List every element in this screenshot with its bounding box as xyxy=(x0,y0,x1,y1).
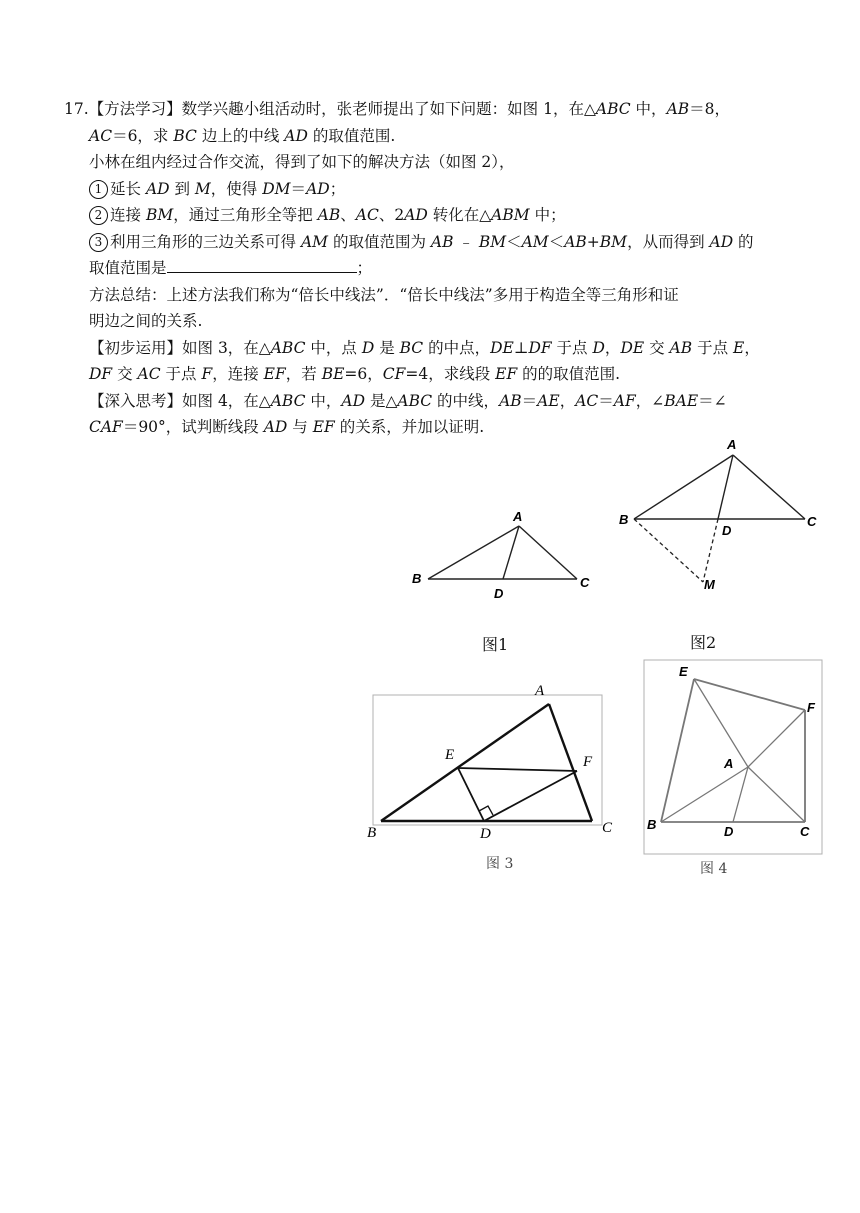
problem-number: 17. xyxy=(64,100,89,118)
math: AC xyxy=(355,206,379,224)
text: 利用三角形的三边关系可得 xyxy=(110,232,301,251)
math: AD xyxy=(404,206,428,224)
text: ＜ xyxy=(548,232,565,251)
text: ，若 xyxy=(285,365,322,383)
math: EF xyxy=(312,418,335,436)
preliminary-application xyxy=(64,335,804,362)
figure-2-caption: 图2 xyxy=(690,633,717,652)
problem-line xyxy=(64,123,804,150)
preliminary-application xyxy=(64,361,804,388)
point-label-m: M xyxy=(704,577,715,592)
text: 连接 xyxy=(110,206,146,224)
point-label-c: C xyxy=(807,514,817,529)
text: ＝6，求 xyxy=(112,126,174,145)
figure-3-frame xyxy=(373,695,602,825)
math: ABC xyxy=(270,391,306,410)
text: 的取值范围为 xyxy=(328,232,431,251)
math: M xyxy=(194,179,211,198)
math: AD xyxy=(145,179,170,198)
math: BM xyxy=(145,206,174,224)
segment-af xyxy=(748,710,805,767)
text: ， xyxy=(744,338,760,357)
text: 如图 4，在△ xyxy=(182,391,271,410)
point-label-f: F xyxy=(807,700,815,715)
point-label-a: A xyxy=(727,437,737,452)
text: 的关系，并加以证明. xyxy=(334,418,485,436)
text: 与 xyxy=(287,418,313,436)
text: 是△ xyxy=(365,391,398,410)
figure-3 xyxy=(362,678,624,848)
text: + xyxy=(586,232,600,251)
point-label-a: A xyxy=(513,509,523,524)
math: AD xyxy=(284,126,308,145)
text: ＝∠ xyxy=(698,391,727,410)
step-number-circle: 3 xyxy=(89,233,108,252)
text: ﹣ xyxy=(453,232,479,251)
segment-ef xyxy=(458,768,577,771)
step-1 xyxy=(64,176,804,203)
text: 交 xyxy=(644,338,670,357)
problem-17 xyxy=(64,96,804,441)
point-label-d: D xyxy=(480,826,491,842)
figure-1 xyxy=(405,500,605,610)
math: E xyxy=(733,338,745,357)
math: AB xyxy=(564,232,587,251)
text: ＝ xyxy=(290,179,307,198)
math: BM xyxy=(478,232,507,251)
math: AB xyxy=(666,100,690,118)
segment-ac xyxy=(748,767,805,822)
text: ＝90°，试判断线段 xyxy=(122,418,264,436)
text: 于点 xyxy=(160,365,202,383)
math: AB xyxy=(317,206,341,224)
text: 延长 xyxy=(110,179,146,198)
text: 如图 3，在△ xyxy=(182,338,271,357)
math: AB xyxy=(499,391,522,410)
point-label-d: D xyxy=(722,523,732,538)
text: =4，求线段 xyxy=(405,365,496,383)
text: 的取值范围. xyxy=(307,126,396,145)
math: D xyxy=(592,338,605,357)
math: AD xyxy=(306,179,330,198)
math: BM xyxy=(599,232,628,251)
point-label-b: B xyxy=(619,512,629,527)
text: ； xyxy=(356,259,373,277)
text: 中， xyxy=(305,391,342,410)
text: 交 xyxy=(112,365,138,383)
math: ABM xyxy=(491,206,530,224)
math: BE xyxy=(321,365,345,383)
point-label-d: D xyxy=(494,586,504,601)
point-label-c: C xyxy=(800,824,810,839)
problem-line xyxy=(64,149,804,176)
segment-be xyxy=(661,679,694,822)
text: ， xyxy=(604,338,621,357)
math: CF xyxy=(382,365,406,383)
text: ，连接 xyxy=(212,365,264,383)
math: EF xyxy=(263,365,286,383)
math: AE xyxy=(537,391,560,410)
segment-df xyxy=(484,771,577,821)
point-label-b: B xyxy=(412,571,422,586)
text: ＝ xyxy=(521,391,538,410)
point-label-a: A xyxy=(724,756,734,771)
answer-blank[interactable] xyxy=(167,256,357,273)
math: AC xyxy=(137,365,161,383)
math: AB xyxy=(669,338,693,357)
point-label-f: F xyxy=(583,754,593,770)
math: BAE xyxy=(664,391,699,410)
figure-4-caption: 图 4 xyxy=(700,861,728,877)
text: 边上的中线 xyxy=(196,126,285,145)
problem-line xyxy=(64,96,804,123)
math: ABC xyxy=(397,391,433,410)
math: AD xyxy=(341,391,366,410)
math: ABC xyxy=(270,338,306,357)
figure-4 xyxy=(638,655,828,860)
text: ，从而得到 xyxy=(627,232,710,251)
text: 明边之间的关系. xyxy=(89,312,203,330)
math: F xyxy=(201,365,213,383)
segment-ac xyxy=(733,455,805,519)
text: ，通过三角形全等把 xyxy=(173,206,318,224)
text: ， xyxy=(559,391,576,410)
math: BC xyxy=(173,126,197,145)
math: DF xyxy=(89,365,113,383)
text: ，使得 xyxy=(210,179,263,198)
step-3 xyxy=(64,229,804,256)
math: AB xyxy=(430,232,454,251)
text: 中； xyxy=(529,206,566,224)
math: AC xyxy=(89,126,113,145)
math: AF xyxy=(613,391,636,410)
segment-de xyxy=(458,768,484,821)
text: 、 xyxy=(340,206,356,224)
section-tag-preliminary: 【初步运用】 xyxy=(89,338,183,357)
method-summary xyxy=(64,282,804,309)
segment-ab xyxy=(381,704,549,821)
point-label-b: B xyxy=(367,825,377,841)
math: ABC xyxy=(595,100,631,118)
text: 小林在组内经过合作交流，得到了如下的解决方法（如图 2）， xyxy=(89,153,515,171)
figure-3-caption: 图 3 xyxy=(486,856,514,872)
segment-ad xyxy=(718,455,733,519)
math: AD xyxy=(263,418,288,436)
step-number-circle: 1 xyxy=(89,180,108,199)
deeper-thinking xyxy=(64,388,804,415)
text: 于点 xyxy=(692,338,733,357)
section-tag-deeper: 【深入思考】 xyxy=(89,391,183,410)
text: 取值范围是 xyxy=(89,259,167,277)
segment-ac xyxy=(519,526,577,579)
text: ⊥ xyxy=(513,338,529,357)
text: ＝8， xyxy=(689,100,731,118)
text: 到 xyxy=(169,179,195,198)
text: 中， xyxy=(630,100,667,118)
point-label-e: E xyxy=(445,747,455,763)
math: DE xyxy=(490,338,514,357)
text: 的中线， xyxy=(432,391,500,410)
text: 的中点， xyxy=(423,338,491,357)
text: 中，点 xyxy=(305,338,362,357)
text: ，∠ xyxy=(635,391,665,410)
math: D xyxy=(361,338,375,357)
figure-1-caption: 图1 xyxy=(482,635,509,654)
text: 数学兴趣小组活动时，张老师提出了如下问题：如图 1，在△ xyxy=(181,100,596,118)
text: 是 xyxy=(374,338,400,357)
math: DF xyxy=(528,338,552,357)
step-3-continued xyxy=(64,255,804,282)
segment-bm-dashed xyxy=(634,519,703,582)
text: 于点 xyxy=(551,338,593,357)
text: 转化在△ xyxy=(427,206,492,224)
math: DE xyxy=(620,338,645,357)
text: ； xyxy=(329,179,346,198)
math: BC xyxy=(399,338,424,357)
method-summary xyxy=(64,308,804,335)
segment-ab xyxy=(634,455,733,519)
text: ＝ xyxy=(598,391,614,410)
math: AM xyxy=(521,232,549,251)
math: AD xyxy=(709,232,734,251)
step-2 xyxy=(64,202,804,229)
text: 的 xyxy=(733,232,754,251)
math: AC xyxy=(575,391,599,410)
section-tag-method-learning: 【方法学习】 xyxy=(88,100,182,118)
step-number-circle: 2 xyxy=(89,206,108,225)
math: CAF xyxy=(89,418,123,436)
point-label-a: A xyxy=(535,683,545,699)
segment-dm-dashed xyxy=(703,519,718,582)
text: 的的取值范围. xyxy=(517,365,621,383)
math: AM xyxy=(300,232,329,251)
point-label-c: C xyxy=(602,820,613,836)
point-label-e: E xyxy=(679,664,688,679)
point-label-d: D xyxy=(724,824,734,839)
math: EF xyxy=(495,365,518,383)
text: ＜ xyxy=(506,232,522,251)
point-label-c: C xyxy=(580,575,590,590)
figure-2 xyxy=(615,430,825,595)
text: 、2 xyxy=(378,206,405,224)
math: DM xyxy=(262,179,291,198)
text: =6， xyxy=(344,365,383,383)
text: 方法总结：上述方法我们称为“倍长中线法”．“倍长中线法”多用于构造全等三角形和证 xyxy=(89,285,679,304)
point-label-b: B xyxy=(647,817,657,832)
